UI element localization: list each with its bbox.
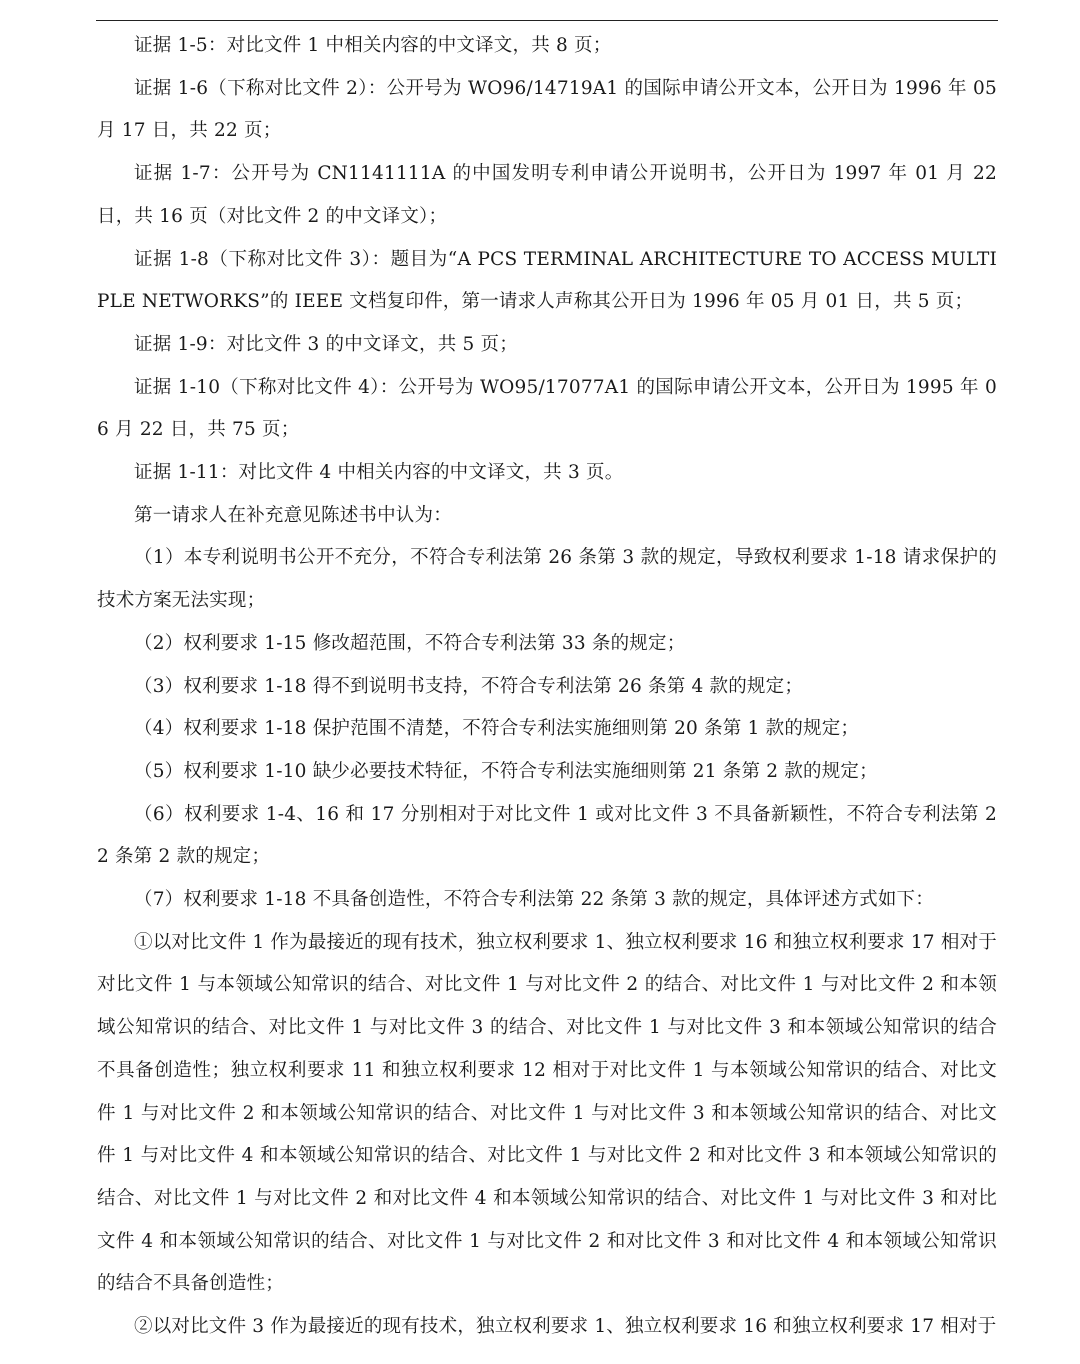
opinion-intro: 第一请求人在补充意见陈述书中认为：: [134, 504, 452, 526]
opinion-item-6: （6）权利要求 1-4、16 和 17 分别相对于对比文件 1 或对比文件 3 不具备新颖性，不符合专利法第 22 条第 2 款的规定；: [97, 803, 997, 868]
evidence-1-11: 证据 1-11：对比文件 4 中相关内容的中文译文，共 3 页。: [134, 462, 624, 484]
opinion-item-3: （3）权利要求 1-18 得不到说明书支持，不符合专利法第 26 条第 4 款的规定；: [134, 675, 804, 697]
inventiveness-point-1: ①以对比文件 1 作为最接近的现有技术，独立权利要求 1、独立权利要求 16 和独立权利要求 17 相对于对比文件 1 与本领域公知常识的结合、对比文件 1 与对比文件 2 的结合、对比文件 1 与对比文件 2 和本领域公知常识的结合、对比文件 1 与对比文件 3 的结合、对比文件 1 与对比文件 3 和本领域公知常识的结合不具备创造性；独立权利要求 11 和独立权利要求 12 相对于对比文件 1 与本领域公知常识的结合、对比文件 1 与对比文件 2 和本领域公知常识的结合、对比文件 1 与对比文件 3 和本领域公知常识的结合、对比文件 1 与对比文件 4 和本领域公知常识的结合、对比文件 1 与对比文件 2 和对比文件 3 和本领域公知常识的结合、对比文件 1 与对比文件 2 和对比文件 4 和本领域公知常识的结合、对比文件 1 与对比文件 3 和对比文件 4 和本领域公知常识的结合、对比文件 1 与对比文件 2 和对比文件 3 和对比文件 4 和本领域公知常识的结合不具备创造性；: [97, 931, 997, 1295]
opinion-item-2: （2）权利要求 1-15 修改超范围，不符合专利法第 33 条的规定；: [134, 632, 686, 654]
evidence-1-10: 证据 1-10（下称对比文件 4）：公开号为 WO95/17077A1 的国际申请公开文本，公开日为 1995 年 06 月 22 日，共 75 页；: [97, 376, 997, 441]
page-top-rule: [96, 20, 998, 21]
inventiveness-point-2: ②以对比文件 3 作为最接近的现有技术，独立权利要求 1、独立权利要求 16 和独立权利要求 17 相对于: [134, 1316, 997, 1338]
opinion-item-5: （5）权利要求 1-10 缺少必要技术特征，不符合专利法实施细则第 21 条第 2 款的规定；: [134, 760, 878, 782]
opinion-item-4: （4）权利要求 1-18 保护范围不清楚，不符合专利法实施细则第 20 条第 1 款的规定；: [134, 718, 860, 740]
evidence-1-5: 证据 1-5：对比文件 1 中相关内容的中文译文，共 8 页；: [134, 35, 612, 56]
evidence-1-7: 证据 1-7：公开号为 CN1141111A 的中国发明专利申请公开说明书，公开日为 1997 年 01 月 22 日，共 16 页（对比文件 2 的中文译文）；: [97, 163, 997, 227]
evidence-1-9: 证据 1-9：对比文件 3 的中文译文，共 5 页；: [134, 333, 518, 355]
evidence-1-8: 证据 1-8（下称对比文件 3）：题目为“A PCS TERMINAL ARCHITECTURE TO ACCESS MULTIPLE NETWORKS”的 IEEE 文档复印件，第一请求人声称其公开日为 1996 年 05 月 01 日，共 5 页；: [97, 248, 997, 313]
opinion-item-7: （7）权利要求 1-18 不具备创造性，不符合专利法第 22 条第 3 款的规定，具体评述方式如下：: [134, 889, 934, 911]
evidence-1-6: 证据 1-6（下称对比文件 2）：公开号为 WO96/14719A1 的国际申请公开文本，公开日为 1996 年 05 月 17 日，共 22 页；: [97, 77, 997, 142]
document-body: [97, 25, 997, 1349]
opinion-item-1: （1）本专利说明书公开不充分，不符合专利法第 26 条第 3 款的规定，导致权利要求 1-18 请求保护的技术方案无法实现；: [97, 547, 997, 612]
